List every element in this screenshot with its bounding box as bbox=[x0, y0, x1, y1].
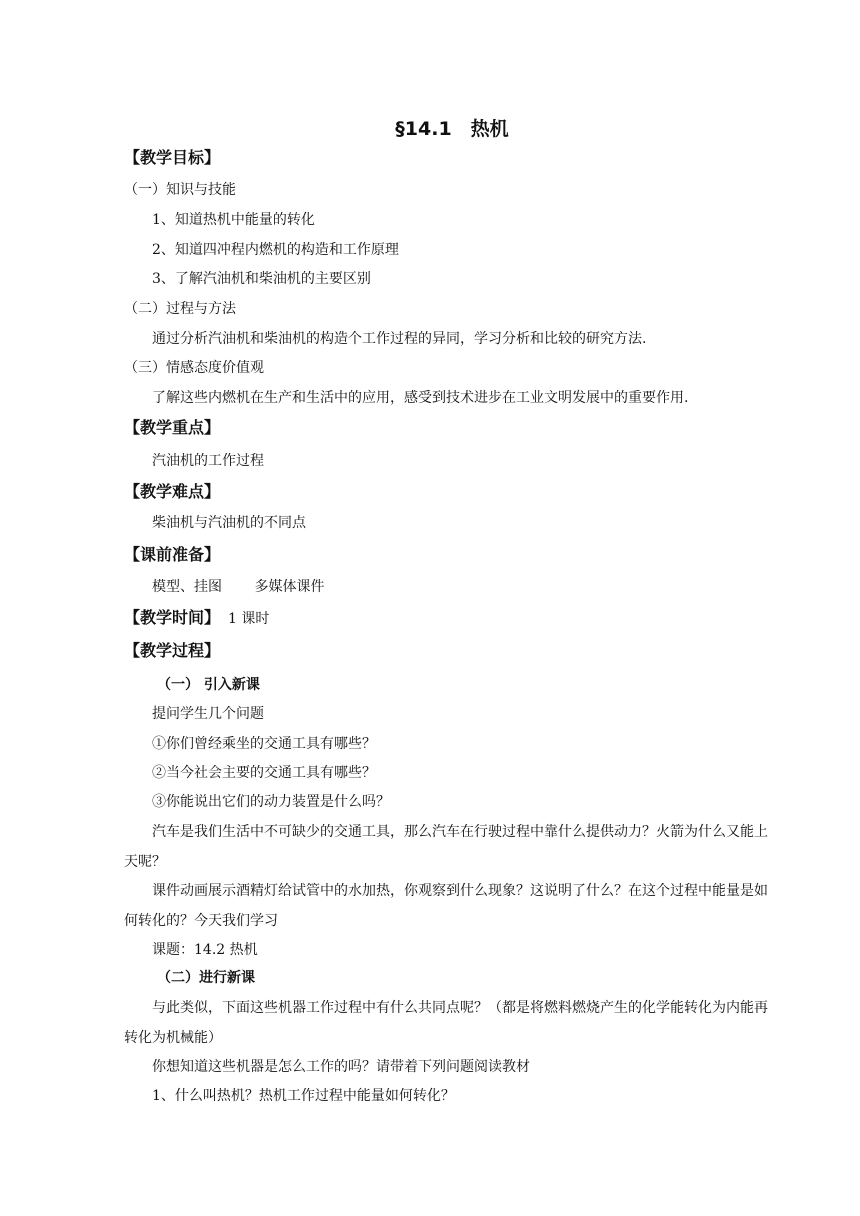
difficulty-text: 柴油机与汽油机的不同点 bbox=[152, 515, 306, 531]
question-1: ①你们曾经乘坐的交通工具有哪些？ bbox=[152, 736, 376, 752]
process-methods-section: （二）过程与方法 bbox=[124, 301, 236, 317]
question-2: ②当今社会主要的交通工具有哪些？ bbox=[152, 765, 376, 781]
paragraph-2: 课件动画展示酒精灯给试管中的水加热，你观察到什么现象？这说明了什么？在这个过程中能量是如何转化的？今天我们学习 bbox=[124, 883, 768, 929]
question-4: 1、什么叫热机？热机工作过程中能量如何转化？ bbox=[152, 1088, 455, 1104]
key-point-text: 汽油机的工作过程 bbox=[152, 453, 264, 469]
paragraph-4: 你想知道这些机器是怎么工作的吗？请带着下列问题阅读教材 bbox=[152, 1059, 530, 1075]
time-heading bbox=[124, 608, 269, 629]
process-methods-text: 通过分析汽油机和柴油机的构造个工作过程的异同，学习分析和比较的研究方法. bbox=[152, 331, 647, 347]
paragraph-1: 汽车是我们生活中不可缺少的交通工具，那么汽车在行驶过程中靠什么提供动力？火箭为什么又能上天呢？ bbox=[124, 824, 768, 870]
objective-item-1: 1、知道热机中能量的转化 bbox=[152, 212, 315, 228]
objective-item-2: 2、知道四冲程内燃机的构造和工作原理 bbox=[152, 242, 399, 258]
preparation-text: 模型、挂图 多媒体课件 bbox=[152, 579, 325, 595]
part2-title: （二）进行新课 bbox=[157, 970, 255, 986]
values-text: 了解这些内燃机在生产和生活中的应用，感受到技术进步在工业文明发展中的重要作用. bbox=[152, 390, 689, 406]
topic-line: 课题：14.2 热机 bbox=[152, 942, 258, 958]
question-3: ③你能说出它们的动力装置是什么吗？ bbox=[152, 794, 390, 810]
preparation-heading: 【课前准备】 bbox=[124, 545, 221, 564]
objective-item-3: 3、了解汽油机和柴油机的主要区别 bbox=[152, 271, 371, 287]
question-intro: 提问学生几个问题 bbox=[152, 706, 264, 722]
paragraph-3: 与此类似，下面这些机器工作过程中有什么共同点呢？（都是将燃料燃烧产生的化学能转化为内能再转化为机械能） bbox=[124, 1000, 768, 1046]
time-heading-label: 【教学时间】 bbox=[124, 608, 221, 627]
key-point-heading: 【教学重点】 bbox=[124, 418, 221, 437]
part1-title: （一） 引入新课 bbox=[157, 677, 260, 693]
process-heading: 【教学过程】 bbox=[124, 641, 221, 660]
time-value: 1 课时 bbox=[228, 611, 270, 627]
objectives-heading: 【教学目标】 bbox=[124, 148, 221, 167]
knowledge-skills-section: （一）知识与技能 bbox=[124, 182, 236, 198]
values-section: （三）情感态度价值观 bbox=[124, 360, 264, 376]
difficulty-heading: 【教学难点】 bbox=[124, 482, 221, 501]
page-title: §14.1 热机 bbox=[395, 118, 509, 140]
